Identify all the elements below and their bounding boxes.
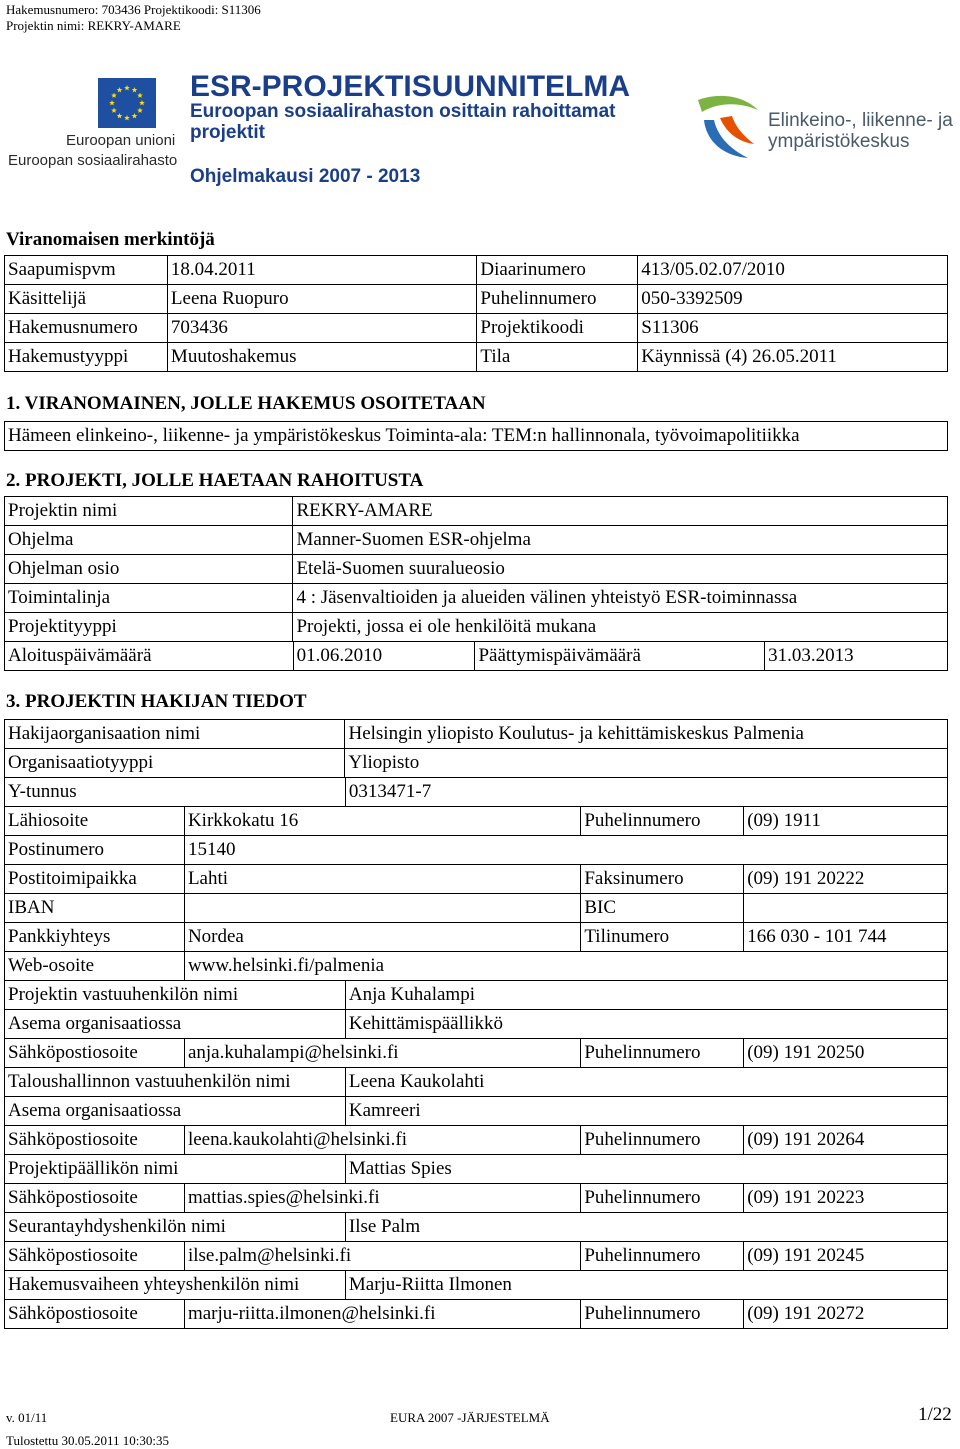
table-row <box>5 343 948 372</box>
field-value: 4 : Jäsenvaltioiden ja alueiden välinen yhteistyö ESR-toiminnassa <box>293 584 948 613</box>
field-value: (09) 1911 <box>744 807 948 836</box>
field-value: Etelä-Suomen suuralueosio <box>293 555 948 584</box>
table-row <box>5 923 948 952</box>
field-label: Saapumispvm <box>5 256 168 285</box>
table-row <box>5 1184 948 1213</box>
table-row <box>5 865 948 894</box>
field-label: Taloushallinnon vastuuhenkilön nimi <box>5 1068 346 1097</box>
field-label: Lähiosoite <box>5 807 185 836</box>
table-row <box>5 836 948 865</box>
field-label: Sähköpostiosoite <box>5 1039 185 1068</box>
footer-page-number: 1/22 <box>918 1404 952 1425</box>
section-2-dates-table <box>4 641 948 671</box>
field-value: (09) 191 20222 <box>744 865 948 894</box>
field-value: 050-3392509 <box>638 285 948 314</box>
field-value: marju-riitta.ilmonen@helsinki.fi <box>184 1300 580 1329</box>
table-row <box>5 1126 948 1155</box>
table-row <box>5 497 948 526</box>
ely-emblem-icon <box>692 92 762 162</box>
field-label: Seurantayhdyshenkilön nimi <box>5 1213 346 1242</box>
field-label: Hakijaorganisaation nimi <box>5 720 345 749</box>
field-label: Sähköpostiosoite <box>5 1242 185 1271</box>
field-label: Puhelinnumero <box>581 1184 744 1213</box>
start-date-value: 01.06.2010 <box>293 642 475 671</box>
header-line-2: Projektin nimi: REKRY-AMARE <box>6 18 181 33</box>
footer-printed: Tulostettu 30.05.2011 10:30:35 <box>6 1433 170 1448</box>
field-value: (09) 191 20245 <box>744 1242 948 1271</box>
field-value: Helsingin yliopisto Koulutus- ja kehittämiskeskus Palmenia <box>345 720 948 749</box>
eu-logo-line-2: Euroopan sosiaalirahasto <box>8 152 178 169</box>
section-1-table <box>4 421 948 451</box>
field-value: Manner-Suomen ESR-ohjelma <box>293 526 948 555</box>
field-label: Sähköpostiosoite <box>5 1126 185 1155</box>
field-label: Ohjelman osio <box>5 555 293 584</box>
field-label: Hakemustyyppi <box>5 343 168 372</box>
field-label: Asema organisaatiossa <box>5 1010 346 1039</box>
field-value: (09) 191 20272 <box>744 1300 948 1329</box>
field-value: leena.kaukolahti@helsinki.fi <box>184 1126 580 1155</box>
table-row <box>5 749 948 778</box>
field-value: Projekti, jossa ei ole henkilöitä mukana <box>293 613 948 642</box>
field-value: Nordea <box>184 923 580 952</box>
field-label: Pankkiyhteys <box>5 923 185 952</box>
field-label: Projektipäällikön nimi <box>5 1155 346 1184</box>
field-label: Web-osoite <box>5 952 185 981</box>
field-value: Anja Kuhalampi <box>345 981 947 1010</box>
field-value: 15140 <box>184 836 947 865</box>
table-row <box>5 1155 948 1184</box>
field-label: Projektityyppi <box>5 613 293 642</box>
table-row <box>5 720 948 749</box>
field-value: ilse.palm@helsinki.fi <box>184 1242 580 1271</box>
eu-logo-line-1: Euroopan unioni <box>66 132 176 149</box>
field-label: Puhelinnumero <box>581 1300 744 1329</box>
authority-marks-table <box>4 255 948 372</box>
field-label: Organisaatiotyyppi <box>5 749 345 778</box>
field-label: Tilinumero <box>581 923 744 952</box>
table-row <box>5 613 948 642</box>
table-row <box>5 981 948 1010</box>
ely-logo-line-2: ympäristökeskus <box>768 131 910 152</box>
field-value: 703436 <box>167 314 476 343</box>
field-label: Asema organisaatiossa <box>5 1097 346 1126</box>
field-value: Kamreeri <box>345 1097 947 1126</box>
table-row <box>5 1213 948 1242</box>
field-value: (09) 191 20250 <box>744 1039 948 1068</box>
table-row <box>5 256 948 285</box>
table-row <box>5 314 948 343</box>
field-label: Käsittelijä <box>5 285 168 314</box>
section-1-heading: 1. VIRANOMAINEN, JOLLE HAKEMUS OSOITETAAN <box>6 393 486 414</box>
section-2-table <box>4 496 948 642</box>
table-row <box>5 1039 948 1068</box>
field-label: Y-tunnus <box>5 778 346 807</box>
field-value: 166 030 - 101 744 <box>744 923 948 952</box>
field-label: Tila <box>477 343 638 372</box>
table-row <box>5 1242 948 1271</box>
end-date-label: Päättymispäivämäärä <box>475 642 765 671</box>
field-label: Puhelinnumero <box>581 1242 744 1271</box>
table-row <box>5 1271 948 1300</box>
section-3-top-table <box>4 719 948 778</box>
table-row <box>5 285 948 314</box>
program-period: Ohjelmakausi 2007 - 2013 <box>190 166 421 187</box>
field-label: Toimintalinja <box>5 584 293 613</box>
field-label: Sähköpostiosoite <box>5 1184 185 1213</box>
field-value: mattias.spies@helsinki.fi <box>184 1184 580 1213</box>
field-label: Puhelinnumero <box>477 285 638 314</box>
table-row <box>5 422 948 451</box>
field-value: Ilse Palm <box>345 1213 947 1242</box>
table-row <box>5 526 948 555</box>
section-2-heading: 2. PROJEKTI, JOLLE HAETAAN RAHOITUSTA <box>6 470 424 491</box>
document-title: ESR-PROJEKTISUUNNITELMA <box>190 70 631 103</box>
field-value: 18.04.2011 <box>167 256 476 285</box>
field-label: IBAN <box>5 894 185 923</box>
field-label: Projektin vastuuhenkilön nimi <box>5 981 346 1010</box>
field-label: BIC <box>581 894 744 923</box>
field-label: Projektin nimi <box>5 497 293 526</box>
field-label: Puhelinnumero <box>581 1039 744 1068</box>
ely-logo-line-1: Elinkeino-, liikenne- ja <box>768 110 953 131</box>
field-value <box>744 894 948 923</box>
field-value: Kirkkokatu 16 <box>184 807 580 836</box>
field-value: (09) 191 20264 <box>744 1126 948 1155</box>
field-label: Ohjelma <box>5 526 293 555</box>
table-row <box>5 1010 948 1039</box>
end-date-value: 31.03.2013 <box>765 642 948 671</box>
field-label: Projektikoodi <box>477 314 638 343</box>
field-label: Diaarinumero <box>477 256 638 285</box>
field-value: 413/05.02.07/2010 <box>638 256 948 285</box>
table-row <box>5 778 948 807</box>
footer-version: v. 01/11 <box>6 1410 48 1425</box>
footer-system: EURA 2007 -JÄRJESTELMÄ <box>390 1410 550 1425</box>
table-row <box>5 1300 948 1329</box>
field-value: www.helsinki.fi/palmenia <box>184 952 947 981</box>
field-value: Leena Ruopuro <box>167 285 476 314</box>
ely-logo-text <box>768 110 953 152</box>
field-value: Leena Kaukolahti <box>345 1068 947 1097</box>
field-label: Puhelinnumero <box>581 807 744 836</box>
field-label: Postitoimipaikka <box>5 865 185 894</box>
authority-marks-heading: Viranomaisen merkintöjä <box>6 229 215 250</box>
page-header <box>6 2 261 34</box>
field-value: S11306 <box>638 314 948 343</box>
field-value: 0313471-7 <box>345 778 947 807</box>
field-value: Marju-Riitta Ilmonen <box>345 1271 947 1300</box>
field-label: Sähköpostiosoite <box>5 1300 185 1329</box>
eu-flag-icon <box>98 78 156 128</box>
table-row <box>5 642 948 671</box>
field-label: Faksinumero <box>581 865 744 894</box>
field-value: Lahti <box>184 865 580 894</box>
field-value: Muutoshakemus <box>167 343 476 372</box>
field-value: Käynnissä (4) 26.05.2011 <box>638 343 948 372</box>
table-row <box>5 555 948 584</box>
table-row <box>5 894 948 923</box>
start-date-label: Aloituspäivämäärä <box>5 642 294 671</box>
field-label: Postinumero <box>5 836 185 865</box>
authority-cell: Hämeen elinkeino-, liikenne- ja ympäristökeskus Toiminta-ala: TEM:n hallinnonala, työvoimapolitiikka <box>5 422 948 451</box>
field-value: REKRY-AMARE <box>293 497 948 526</box>
ely-logo <box>692 92 954 162</box>
field-value: (09) 191 20223 <box>744 1184 948 1213</box>
table-row <box>5 807 948 836</box>
section-3-heading: 3. PROJEKTIN HAKIJAN TIEDOT <box>6 691 307 712</box>
field-value: anja.kuhalampi@helsinki.fi <box>184 1039 580 1068</box>
section-3-details-table <box>4 777 948 1329</box>
field-label: Hakemusnumero <box>5 314 168 343</box>
field-label: Puhelinnumero <box>581 1126 744 1155</box>
table-row <box>5 584 948 613</box>
field-value <box>184 894 580 923</box>
field-label: Hakemusvaiheen yhteyshenkilön nimi <box>5 1271 346 1300</box>
document-subtitle: Euroopan sosiaalirahaston osittain rahoittamat projektit <box>190 101 616 143</box>
table-row <box>5 1068 948 1097</box>
field-value: Mattias Spies <box>345 1155 947 1184</box>
field-value: Yliopisto <box>345 749 948 778</box>
field-value: Kehittämispäällikkö <box>345 1010 947 1039</box>
header-line-1: Hakemusnumero: 703436 Projektikoodi: S11306 <box>6 2 261 17</box>
table-row <box>5 952 948 981</box>
eu-logo <box>6 74 178 174</box>
table-row <box>5 1097 948 1126</box>
